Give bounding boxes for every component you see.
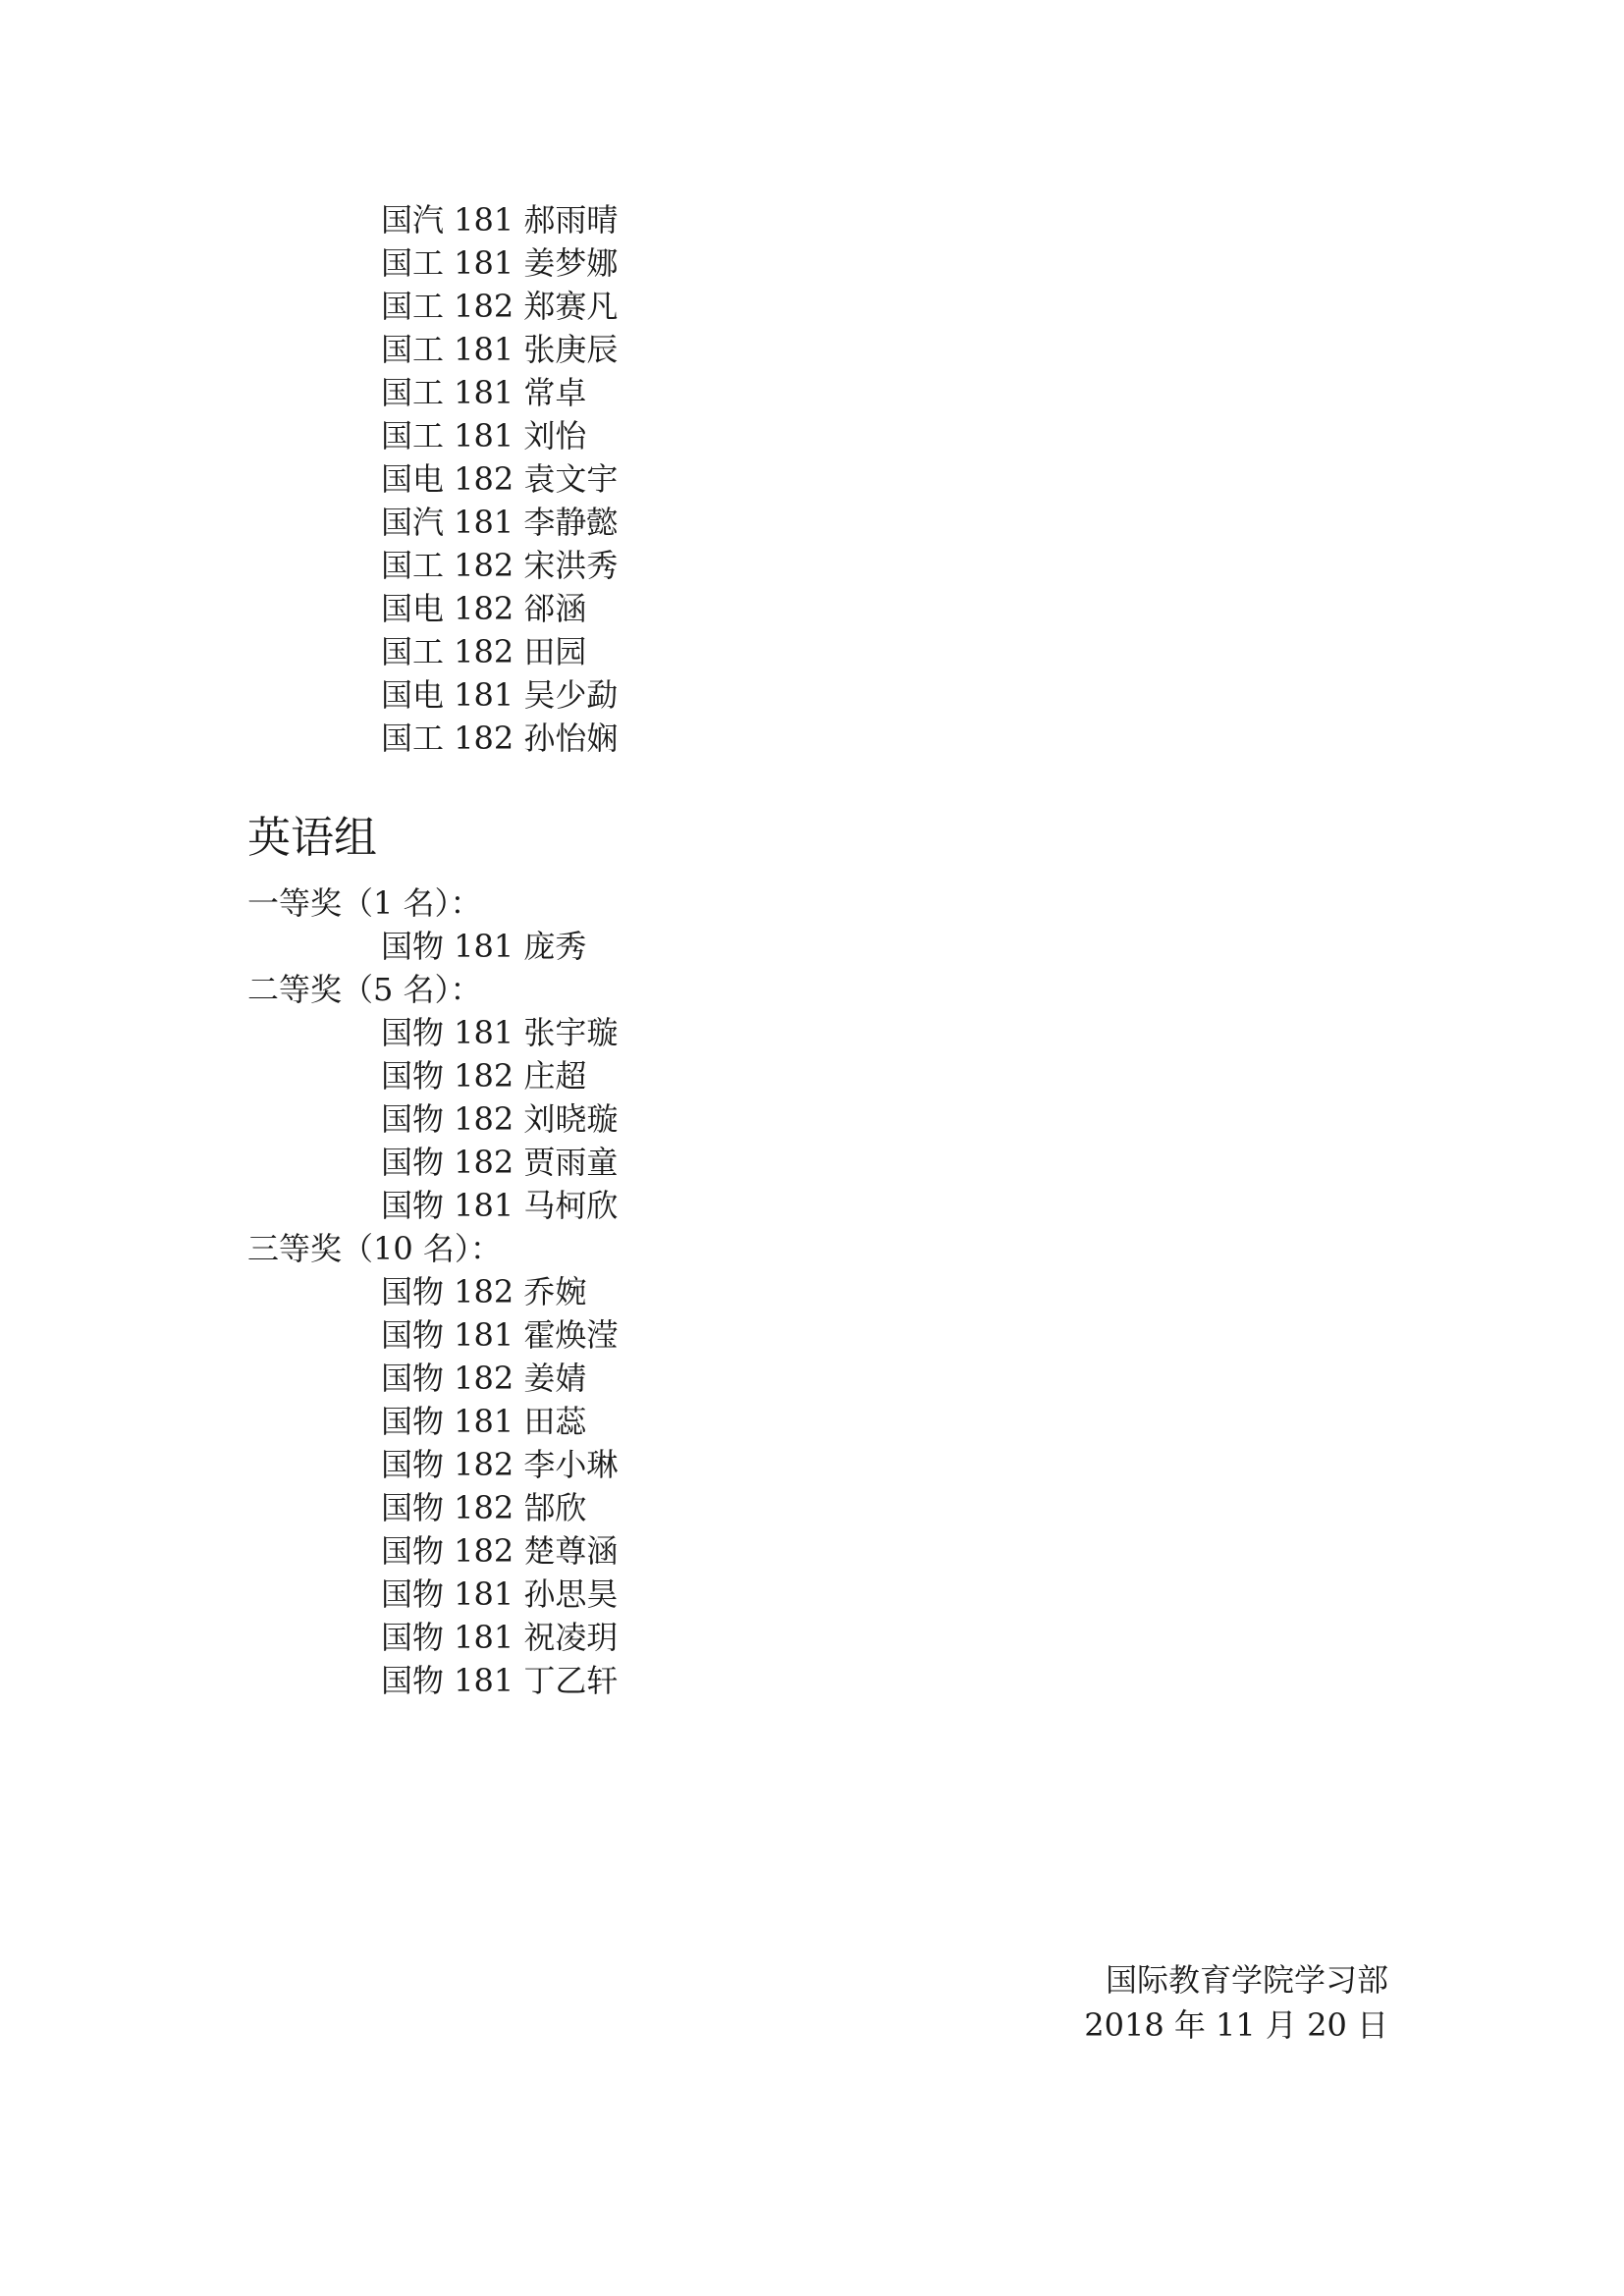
- list-item: 国物 181 田蕊: [381, 1403, 587, 1440]
- issuing-organization: 国际教育学院学习部: [1105, 1961, 1388, 1999]
- award-name-list: [381, 198, 618, 760]
- list-item: 国物 181 孙思昊: [381, 1575, 619, 1613]
- list-item: 国物 182 郜欣: [381, 1489, 587, 1526]
- list-item: 国物 182 楚尊涵: [381, 1532, 619, 1570]
- list-item: 国物 182 贾雨童: [381, 1144, 619, 1181]
- list-item: 国物 181 马柯欣: [381, 1187, 619, 1224]
- list-item: 国电 182 郤涵: [381, 590, 587, 627]
- signature-block: [1084, 1957, 1388, 2048]
- list-item: 国物 181 霍焕滢: [381, 1316, 619, 1354]
- third-prize-list: [381, 1270, 618, 1702]
- second-prize-heading: 二等奖（5 名）：: [247, 971, 482, 1008]
- list-item: 国物 181 庞秀: [381, 928, 587, 965]
- list-item: 国工 181 刘怡: [381, 417, 587, 454]
- list-item: 国工 182 田园: [381, 633, 587, 670]
- list-item: 国汽 181 李静懿: [381, 504, 619, 541]
- list-item: 国工 182 郑赛凡: [381, 288, 619, 325]
- list-item: 国物 182 乔婉: [381, 1273, 587, 1310]
- list-item: 国物 182 刘晓璇: [381, 1100, 619, 1138]
- first-prize-list: [381, 925, 586, 968]
- list-item: 国物 181 丁乙轩: [381, 1662, 619, 1699]
- issue-date: 2018 年 11 月 20 日: [1084, 2006, 1388, 2044]
- list-item: 国物 182 李小琳: [381, 1446, 619, 1483]
- list-item: 国工 181 张庚辰: [381, 331, 619, 368]
- list-item: 国物 181 祝凌玥: [381, 1619, 619, 1656]
- list-item: 国物 182 姜婧: [381, 1360, 587, 1397]
- list-item: 国汽 181 郝雨晴: [381, 201, 619, 239]
- list-item: 国工 181 姜梦娜: [381, 244, 619, 282]
- second-prize-list: [381, 1011, 618, 1227]
- list-item: 国电 181 吴少勐: [381, 676, 619, 714]
- section-title-english-group: 英语组: [247, 813, 377, 863]
- list-item: 国工 182 孙怡娴: [381, 720, 619, 757]
- list-item: 国工 181 常卓: [381, 374, 587, 411]
- list-item: 国工 182 宋洪秀: [381, 547, 619, 584]
- list-item: 国电 182 袁文宇: [381, 460, 619, 498]
- first-prize-heading: 一等奖（1 名）：: [247, 884, 482, 922]
- third-prize-heading: 三等奖（10 名）：: [247, 1230, 502, 1267]
- list-item: 国物 182 庄超: [381, 1057, 587, 1095]
- list-item: 国物 181 张宇璇: [381, 1014, 619, 1051]
